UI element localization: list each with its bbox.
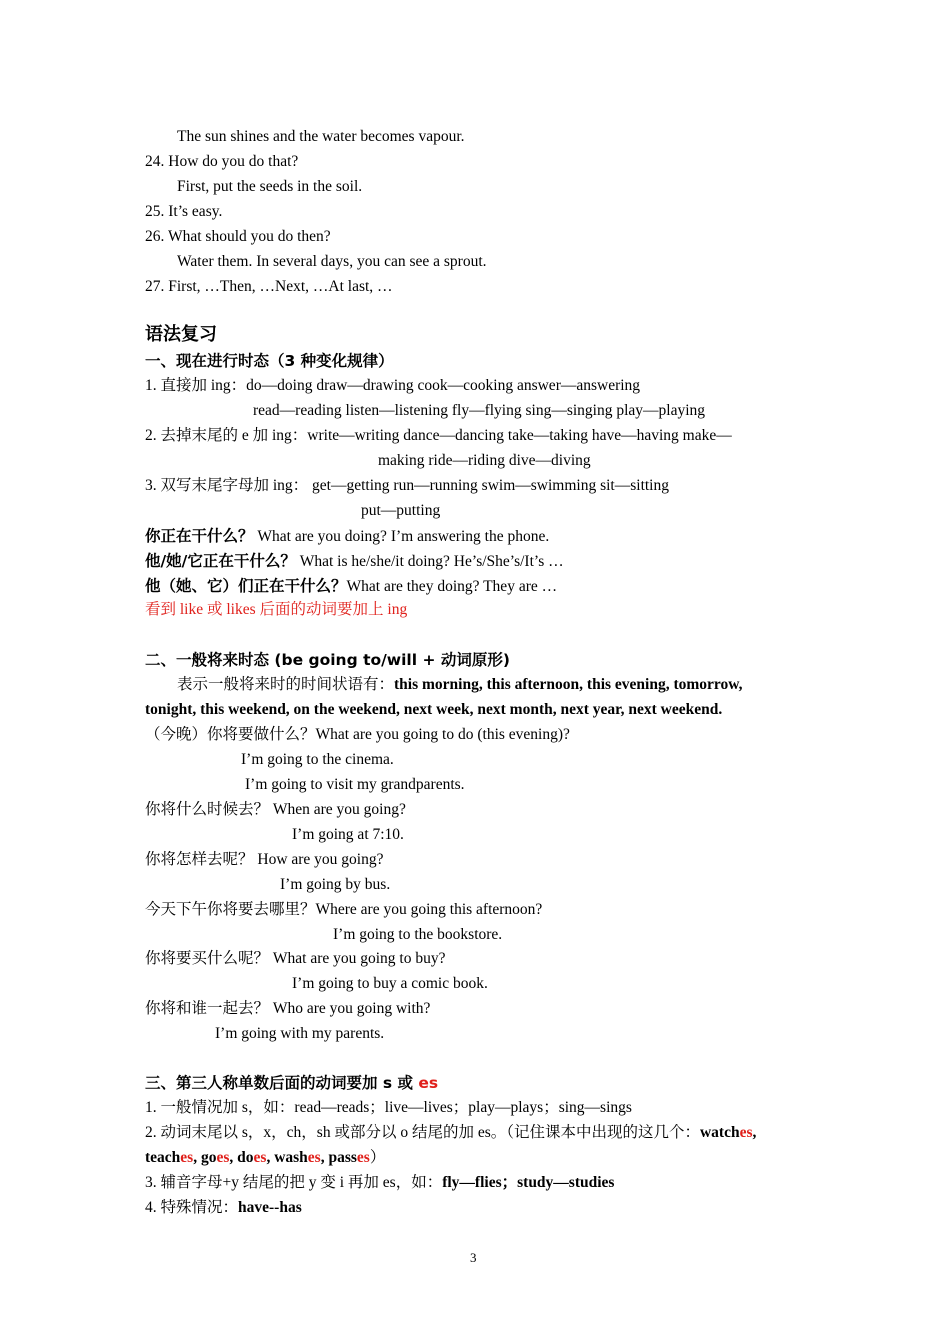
third-person-heading [145,1073,438,1093]
rule-line [145,1123,756,1143]
section-title: 语法复习 [145,324,217,345]
example-line: 你将和谁一起去？ Who are you going with? [145,1000,431,1017]
rule-line [145,1198,302,1218]
future-heading: 二、一般将来时态 (be going to/will + 动词原形) [145,651,510,669]
example-line: 你将什么时候去？ When are you going? [145,801,406,818]
example-en: What are you doing? I’m answering the phone. [253,528,550,545]
example-line [145,551,564,572]
example-answer: I’m going to the cinema. [241,751,394,768]
verb-suffix: es [253,1149,267,1166]
example-answer: I’m going to buy a comic book. [292,975,488,992]
rule-line: read—reading listen—listening fly—flying sing—singing play—playing [253,402,706,419]
example-line: 你将怎样去呢？ How are you going? [145,851,384,868]
example-zh: 他/她/它正在干什么？ [145,552,296,570]
rule-text: 3. 辅音字母+y 结尾的把 y 变 i 再加 es，如： [145,1174,443,1191]
verb-suffix: es [216,1149,230,1166]
dialogue-line: 24. How do you do that? [145,153,299,170]
rule-line [145,1173,614,1193]
rule-line: 3. 双写末尾字母加 ing： get—getting run—running swim—swimming sit—sitting [145,477,669,494]
heading-text: 三、第三人称单数后面的动词要加 s 或 [145,1074,419,1092]
dialogue-line: 25. It’s easy. [145,203,223,220]
separator: , [752,1124,757,1141]
intro-lead: 表示一般将来时的时间状语有： [177,676,395,693]
example-line [145,526,549,547]
verb-stem: teach [145,1149,181,1166]
rule-line: 1. 直接加 ing：do—doing draw—drawing cook—cooking answer—answering [145,377,641,394]
dialogue-line: Water them. In several days, you can see a sprout. [177,253,487,270]
present-continuous-heading: 一、现在进行时态（3 种变化规律） [145,352,394,370]
note-line: 看到 like 或 likes 后面的动词要加上 ing [145,601,408,618]
example-answer: I’m going to visit my grandparents. [245,776,465,793]
verb-stem: wash [274,1149,308,1166]
rule-text: 4. 特殊情况： [145,1199,239,1216]
separator: , [193,1149,198,1166]
example-en: What are they doing? They are … [346,578,558,595]
time-words: tonight, this weekend, on the weekend, next week, next month, next year, next weekend. [145,701,723,718]
verb-stem: pass [328,1149,357,1166]
rule-text: 2. 动词末尾以 s，x，ch，sh 或部分以 o 结尾的加 es。（记住课本中出现的这几个： [145,1124,700,1141]
example-answer: I’m going to the bookstore. [333,926,503,943]
separator: , [229,1149,234,1166]
example-zh: 你正在干什么？ [145,527,254,545]
intro-line [177,675,743,695]
rule-line: put—putting [361,502,441,519]
dialogue-line: 27. First, …Then, …Next, …At last, … [145,278,393,295]
verb-suffix: es [356,1149,370,1166]
verb-suffix: es [307,1149,321,1166]
heading-es: es [418,1074,439,1092]
example-answer: I’m going with my parents. [215,1025,385,1042]
rule-line: 1. 一般情况加 s，如：read—reads；live—lives；play—plays；sing—sings [145,1099,632,1116]
verb-suffix: es [180,1149,194,1166]
verb-list [145,1148,385,1168]
example-line: （今晚）你将要做什么？What are you going to do (this evening)? [145,726,570,743]
verb-stem: watch [699,1124,740,1141]
rule-example: have--has [238,1199,302,1216]
rule-example: fly—flies；study—studies [442,1174,615,1191]
dialogue-line: First, put the seeds in the soil. [177,178,363,195]
example-answer: I’m going at 7:10. [292,826,404,843]
rule-line: 2. 去掉末尾的 e 加 ing：write—writing dance—dancing take—taking have—having make— [145,427,732,444]
separator: , [320,1149,325,1166]
verb-stem: go [200,1149,217,1166]
time-words: this morning, this afternoon, this evening, tomorrow, [394,676,743,693]
example-line: 你将要买什么呢？ What are you going to buy? [145,950,446,967]
example-en: What is he/she/it doing? He’s/She’s/It’s … [295,553,564,570]
close-paren: ） [369,1149,386,1166]
dialogue-line: The sun shines and the water becomes vapour. [177,128,465,145]
example-zh: 他（她、它）们正在干什么？ [145,577,347,595]
example-line: 今天下午你将要去哪里？Where are you going this afternoon? [145,901,543,918]
page-number: 3 [470,1250,477,1265]
example-answer: I’m going by bus. [280,876,391,893]
example-line [145,576,557,597]
separator: , [266,1149,271,1166]
rule-line: making ride—riding dive—diving [378,452,591,469]
verb-suffix: es [739,1124,753,1141]
dialogue-line: 26. What should you do then? [145,228,331,245]
verb-stem: do [237,1149,254,1166]
